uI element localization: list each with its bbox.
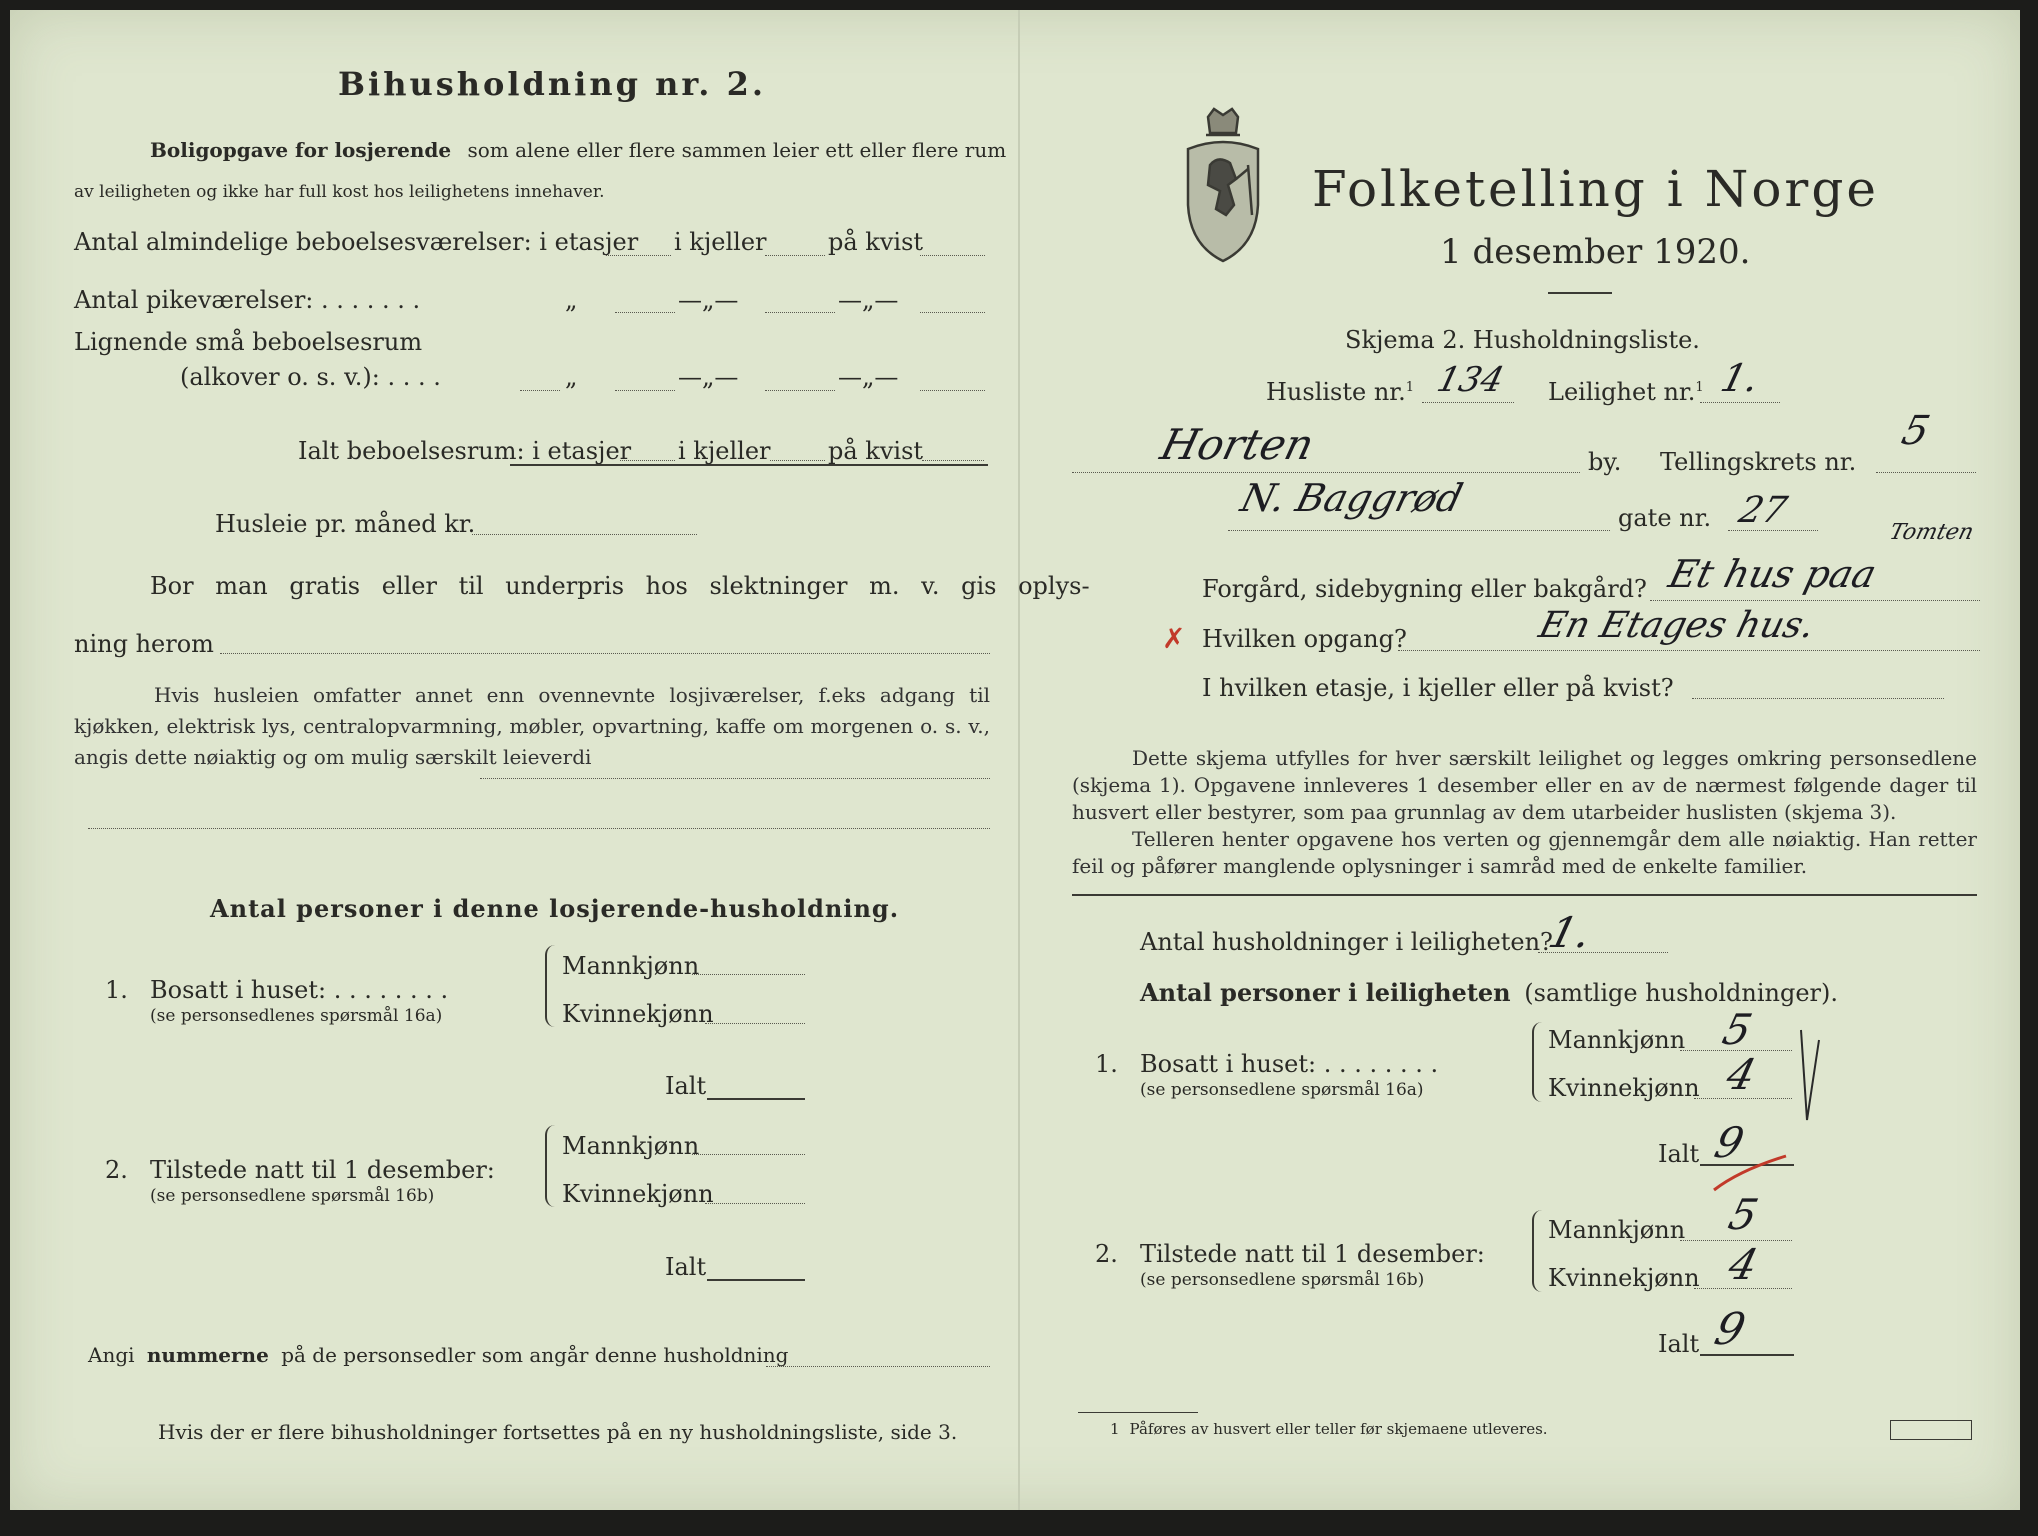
opgang-field[interactable] <box>1398 650 1980 651</box>
left-tilstede-ialt: Ialt <box>665 1253 707 1281</box>
lignende-etasjer-field[interactable] <box>615 390 675 391</box>
angi-line <box>88 1343 788 1367</box>
lignende-pre-field[interactable] <box>520 390 560 391</box>
forgard-extra: Tomten <box>1886 520 1977 545</box>
right-bosatt-mann-value: 5 <box>1717 1005 1757 1054</box>
right-tilstede-ref: (se personsedlene spørsmål 16b) <box>1140 1270 1425 1290</box>
left-bosatt-mann-field[interactable] <box>692 974 805 975</box>
right-bosatt-ref: (se personsedlene spørsmål 16a) <box>1140 1080 1424 1100</box>
ditto-5: —„— <box>678 363 739 391</box>
ant-pers-line <box>1140 978 1838 1007</box>
etasje-label: I hvilken etasje, i kjeller eller på kvist? <box>1202 674 1674 702</box>
printer-stamp <box>1890 1420 1972 1440</box>
footnote-text: Påføres av husvert eller teller før skjemaene utleveres. <box>1129 1420 1548 1438</box>
title-rule <box>1548 292 1612 294</box>
right-bosatt-ialt: Ialt <box>1658 1140 1700 1168</box>
pike-kvist-field[interactable] <box>920 312 985 313</box>
krets-value: 5 <box>1897 408 1935 454</box>
footnote <box>1110 1420 1548 1438</box>
page-fold <box>1018 10 1020 1510</box>
husliste-value: 134 <box>1433 360 1508 400</box>
intro-rest: som alene eller flere sammen leier ett eller flere rum <box>467 138 1007 162</box>
husliste-text: Husliste nr. <box>1266 378 1406 406</box>
ant-pers-rest: (samtlige husholdninger). <box>1524 979 1839 1007</box>
right-bosatt-ialt-value: 9 <box>1709 1118 1749 1167</box>
right-tilstede-num: 2. <box>1095 1240 1118 1268</box>
forgard-field[interactable] <box>1650 600 1980 601</box>
forgard-label: Forgård, sidebygning eller bakgård? <box>1202 575 1647 603</box>
i-kjeller-label: i kjeller <box>674 228 767 256</box>
right-tilstede-kvinne: Kvinnekjønn <box>1548 1264 1700 1292</box>
flere-note: Hvis der er flere bihusholdninger fortsettes på en ny husholdningsliste, side 3. <box>158 1420 958 1444</box>
right-date: 1 desember 1920. <box>1440 232 1751 272</box>
ialt-beboelse-label: Ialt beboelsesrum: i etasjer <box>298 437 632 465</box>
kjeller-field[interactable] <box>765 255 825 256</box>
left-bosatt-brace <box>545 945 557 1027</box>
husleie-field[interactable] <box>472 534 697 535</box>
etasjer-field[interactable] <box>606 255 671 256</box>
lignende-kvist-field[interactable] <box>920 390 985 391</box>
pike-kjeller-field[interactable] <box>765 312 835 313</box>
intro-bold: Boligopgave for losjerende <box>150 138 452 162</box>
hvis-paragraph: Hvis husleien omfatter annet enn ovennevnte losjiværelser, f.eks adgang til kjøkken, elektrisk lys, centralopvarmning, møbler, opvartning, kaffe om morgenen o. s. v., angis dette nøiaktig og om mulig særskilt leieverdi <box>74 683 990 769</box>
ialt-i-kjeller: i kjeller <box>678 437 771 465</box>
gate-nr-value: 27 <box>1734 490 1791 531</box>
kvist-field[interactable] <box>920 255 985 256</box>
ditto-6: —„— <box>838 363 899 391</box>
right-tilstede-label: Tilstede natt til 1 desember: <box>1140 1240 1485 1268</box>
left-bosatt-ref: (se personsedlenes spørsmål 16a) <box>150 1006 443 1026</box>
ialt-kjeller-field[interactable] <box>770 460 825 461</box>
angi-field[interactable] <box>766 1366 990 1367</box>
angi-bold: nummerne <box>146 1343 269 1367</box>
opgang-label: Hvilken opgang? <box>1202 625 1407 653</box>
right-bosatt-kvinne-value: 4 <box>1721 1050 1761 1099</box>
leilighet-label <box>1548 378 1704 406</box>
ant-pers-bold: Antal personer i leiligheten <box>1140 978 1511 1007</box>
husliste-sup: 1 <box>1405 380 1415 395</box>
left-bosatt-ialt: Ialt <box>665 1072 707 1100</box>
leilighet-field[interactable] <box>1700 402 1780 403</box>
left-bosatt-mann: Mannkjønn <box>562 952 700 980</box>
left-tilstede-mann-field[interactable] <box>692 1154 805 1155</box>
krets-field[interactable] <box>1876 472 1976 473</box>
antal-personer-heading: Antal personer i denne losjerende-husholdning. <box>210 894 900 923</box>
leilighet-value: 1. <box>1716 356 1764 400</box>
left-bosatt-num: 1. <box>105 976 128 1004</box>
bor-man-line-2: ning herom <box>74 630 214 658</box>
lignende-label-2: (alkover o. s. v.): . . . . <box>180 363 441 391</box>
krets-label: Tellingskrets nr. <box>1660 448 1857 476</box>
census-form-sheet <box>10 10 2020 1510</box>
left-title: Bihusholdning nr. 2. <box>338 65 766 103</box>
gate-value: N. Baggrød <box>1236 476 1468 520</box>
leieverdi-field[interactable] <box>480 778 990 779</box>
left-tilstede-kvinne: Kvinnekjønn <box>562 1180 714 1208</box>
ialt-pa-kvist: på kvist <box>828 437 924 465</box>
right-bosatt-label: Bosatt i huset: . . . . . . . . <box>1140 1050 1439 1078</box>
left-bosatt-label: Bosatt i huset: . . . . . . . . <box>150 976 449 1004</box>
right-bosatt-num: 1. <box>1095 1050 1118 1078</box>
angi-pre: Angi <box>88 1343 135 1367</box>
left-tilstede-ialt-field[interactable] <box>707 1279 805 1281</box>
etasje-field[interactable] <box>1692 698 1944 699</box>
leilighet-text: Leilighet nr. <box>1548 378 1696 406</box>
ditto-1: „ <box>565 286 578 314</box>
ant-hush-value: 1. <box>1543 908 1597 957</box>
ant-hush-label: Antal husholdninger i leiligheten? <box>1140 928 1553 956</box>
husliste-field[interactable] <box>1422 402 1514 403</box>
gate-label: gate nr. <box>1618 504 1712 532</box>
right-tilstede-mann-value: 5 <box>1723 1190 1763 1239</box>
ialt-kvist-field[interactable] <box>922 460 984 461</box>
norway-coat-of-arms <box>1178 105 1268 265</box>
forgard-value: Et hus paa <box>1664 552 1881 596</box>
lignende-label-1: Lignende små beboelsesrum <box>74 328 423 356</box>
footnote-rule <box>1078 1412 1198 1413</box>
leieverdi-field-2[interactable] <box>88 828 990 829</box>
right-tilstede-brace <box>1532 1210 1544 1292</box>
ditto-4: „ <box>565 363 578 391</box>
right-bosatt-mann: Mannkjønn <box>1548 1026 1686 1054</box>
left-tilstede-mann: Mannkjønn <box>562 1132 700 1160</box>
pike-etasjer-field[interactable] <box>615 312 675 313</box>
right-bosatt-brace <box>1532 1022 1544 1102</box>
check-mark <box>1795 1020 1825 1130</box>
bor-man-line-1: Bor man gratis eller til underpris hos slektninger m. v. gis oplys- <box>150 572 1090 600</box>
intro-line-1 <box>150 138 1006 162</box>
left-bosatt-kvinne: Kvinnekjønn <box>562 1000 714 1028</box>
pike-label: Antal pikeværelser: . . . . . . . <box>74 286 421 314</box>
section-rule <box>1072 894 1977 896</box>
left-bosatt-ialt-field[interactable] <box>707 1098 805 1100</box>
gate-field[interactable] <box>1228 530 1610 531</box>
angi-rest: på de personsedler som angår denne husholdning <box>281 1343 789 1367</box>
lignende-kjeller-field[interactable] <box>765 390 835 391</box>
by-label: by. <box>1588 448 1622 476</box>
skjema-label: Skjema 2. Husholdningsliste. <box>1345 326 1700 354</box>
husleie-label: Husleie pr. måned kr. <box>215 510 476 538</box>
leilighet-sup: 1 <box>1695 380 1704 395</box>
right-title: Folketelling i Norge <box>1312 160 1879 218</box>
right-tilstede-mann: Mannkjønn <box>1548 1216 1686 1244</box>
antal-label: Antal almindelige beboelsesværelser: i etasjer <box>74 228 639 256</box>
left-tilstede-brace <box>545 1125 557 1207</box>
ialt-etasjer-field[interactable] <box>620 460 675 461</box>
left-tilstede-kvinne-field[interactable] <box>705 1203 805 1204</box>
by-value: Horten <box>1155 420 1319 469</box>
pa-kvist-label: på kvist <box>828 228 924 256</box>
telleren-paragraph: Telleren henter opgavene hos verten og gjennemgår dem alle nøiaktig. Han retter feil og påfører manglende oplysninger i samråd med de enkelte familier. <box>1072 827 1977 878</box>
footnote-num: 1 <box>1110 1420 1120 1438</box>
ditto-3: —„— <box>838 286 899 314</box>
right-tilstede-ialt: Ialt <box>1658 1330 1700 1358</box>
bor-man-field[interactable] <box>220 653 990 654</box>
left-bosatt-kvinne-field[interactable] <box>705 1023 805 1024</box>
left-tilstede-ref: (se personsedlene spørsmål 16b) <box>150 1186 435 1206</box>
right-tilstede-kvinne-value: 4 <box>1723 1240 1763 1289</box>
left-tilstede-label: Tilstede natt til 1 desember: <box>150 1156 495 1184</box>
husliste-label <box>1266 378 1414 406</box>
by-field[interactable] <box>1072 472 1580 473</box>
right-tilstede-ialt-value: 9 <box>1709 1304 1751 1355</box>
opgang-value: En Etages hus. <box>1534 605 1819 646</box>
dette-paragraph: Dette skjema utfylles for hver særskilt leilighet og legges omkring personsedlene (skjema 1). Opgavene innleveres 1 desember eller en av de nærmest følgende dager til husvert eller bestyrer, som paa grunnlag av dem utarbeider huslisten (skjema 3). <box>1072 746 1977 824</box>
ditto-2: —„— <box>678 286 739 314</box>
left-tilstede-num: 2. <box>105 1156 128 1184</box>
red-cross-mark: ✗ <box>1162 622 1186 655</box>
intro-line-2: av leiligheten og ikke har full kost hos leilighetens innehaver. <box>74 182 605 202</box>
right-bosatt-kvinne: Kvinnekjønn <box>1548 1074 1700 1102</box>
